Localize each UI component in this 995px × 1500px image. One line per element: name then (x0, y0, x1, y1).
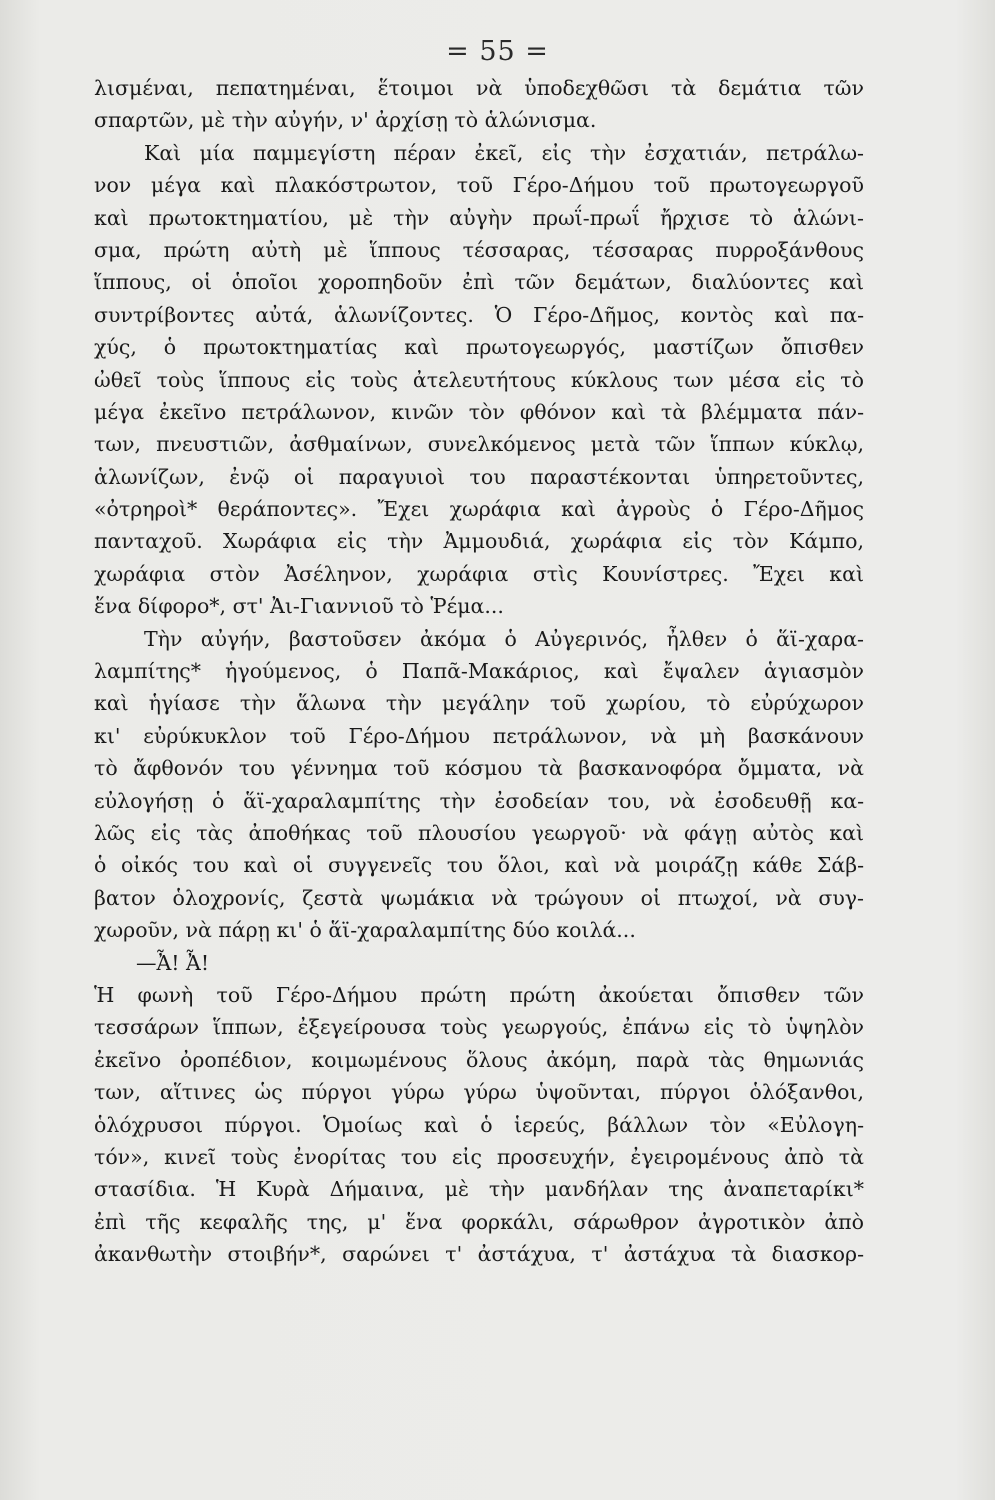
text-line: Ἡ φωνὴ τοῦ Γέρο-Δήμου πρώτη πρώτη ἀκούεται ὄπισθεν τῶν (94, 982, 864, 1007)
text-line: λῶς εἰς τὰς ἀποθήκας τοῦ πλουσίου γεωργοῦ· νὰ φάγῃ αὐτὸς καὶ (94, 820, 864, 845)
text-line: τεσσάρων ἵππων, ἐξεγείρουσα τοὺς γεωργούς, ἐπάνω εἰς τὸ ὑψηλὸν (94, 1015, 864, 1040)
text-line: πανταχοῦ. Χωράφια εἰς τὴν Ἀμμουδιά, χωράφια εἰς τὸν Κάμπο, (94, 529, 864, 554)
paragraph-start-line: Τὴν αὐγήν, βαστοῦσεν ἀκόμα ὁ Αὐγερινός, ἦλθεν ὁ ἅϊ-χαρα- (144, 626, 864, 651)
paragraph-start-line: Καὶ μία παμμεγίστη πέραν ἐκεῖ, εἰς τὴν ἐσχατιάν, πετράλω- (144, 140, 864, 165)
text-line: ὠθεῖ τοὺς ἵππους εἰς τοὺς ἀτελευτήτους κύκλους των μέσα εἰς τὸ (94, 367, 864, 392)
dialogue-line: —Ἆ! Ἆ! (136, 950, 210, 975)
text-line: χωροῦν, νὰ πάρῃ κι' ὁ ἅϊ-χαραλαμπίτης δύο κοιλά... (94, 918, 636, 943)
text-line: νον μέγα καὶ πλακόστρωτον, τοῦ Γέρο-Δήμου τοῦ πρωτογεωργοῦ (94, 173, 864, 198)
text-line: συντρίβοντες αὐτά, ἁλωνίζοντες. Ὁ Γέρο-Δῆμος, κοντὸς καὶ πα- (94, 302, 864, 327)
text-line: ἀκανθωτὴν στοιβήν*, σαρώνει τ' ἀστάχυα, τ' ἀστάχυα τὰ διασκορ- (94, 1242, 864, 1267)
text-line: σμα, πρώτη αὐτὴ μὲ ἵππους τέσσαρας, τέσσαρας πυρροξάνθους (94, 237, 864, 262)
text-line: καὶ ἡγίασε τὴν ἅλωνα τὴν μεγάλην τοῦ χωρίου, τὸ εὐρύχωρον (94, 691, 864, 716)
text-line: σπαρτῶν, μὲ τὴν αὐγήν, ν' ἀρχίσῃ τὸ ἁλώνισμα. (94, 108, 597, 133)
text-line: βατον ὁλοχρονίς, ζεστὰ ψωμάκια νὰ τρώγουν οἱ πτωχοί, νὰ συγ- (94, 885, 864, 910)
body-text (94, 72, 864, 1270)
text-line: μέγα ἐκεῖνο πετράλωνον, κινῶν τὸν φθόνον καὶ τὰ βλέμματα πάν- (94, 399, 864, 424)
text-line: ὁ οἰκός του καὶ οἱ συγγενεῖς του ὅλοι, καὶ νὰ μοιράζῃ κάθε Σάβ- (94, 853, 864, 878)
page-number: = 55 = (446, 36, 549, 67)
text-line: κι' εὐρύκυκλον τοῦ Γέρο-Δήμου πετράλωνον, νὰ μὴ βασκάνουν (94, 723, 864, 748)
text-line: χωράφια στὸν Ἀσέληνον, χωράφια στὶς Κουνίστρες. Ἔχει καὶ (94, 561, 864, 586)
text-line: ἕνα δίφορο*, στ' Ἀι-Γιαννιοῦ τὸ Ῥέμα... (94, 594, 504, 619)
text-line: εὐλογήσῃ ὁ ἅϊ-χαραλαμπίτης τὴν ἐσοδείαν του, νὰ ἐσοδευθῇ κα- (94, 788, 864, 813)
text-line: καὶ πρωτοκτηματίου, μὲ τὴν αὐγὴν πρωΐ-πρωΐ ἤρχισε τὸ ἁλώνι- (94, 205, 864, 230)
text-line: τὸ ἄφθονόν του γέννημα τοῦ κόσμου τὰ βασκανοφόρα ὄμματα, νὰ (94, 756, 864, 781)
text-line: ὁλόχρυσοι πύργοι. Ὁμοίως καὶ ὁ ἱερεύς, βάλλων τὸν «Εὐλογη- (94, 1112, 864, 1137)
text-line: λαμπίτης* ἡγούμενος, ὁ Παπᾶ-Μακάριος, καὶ ἔψαλεν ἁγιασμὸν (94, 659, 864, 684)
text-line: ἐπὶ τῆς κεφαλῆς της, μ' ἕνα φορκάλι, σάρωθρον ἀγροτικὸν ἀπὸ (94, 1209, 864, 1234)
text-line: στασίδια. Ἡ Κυρὰ Δήμαινα, μὲ τὴν μανδήλαν της ἀναπεταρίκι* (94, 1177, 864, 1202)
text-line: λισμέναι, πεπατημέναι, ἕτοιμοι νὰ ὑποδεχθῶσι τὰ δεμάτια τῶν (94, 76, 864, 100)
text-line: «ὀτρηροὶ* θεράποντες». Ἔχει χωράφια καὶ ἀγροὺς ὁ Γέρο-Δῆμος (94, 497, 864, 522)
text-line: ἵππους, οἱ ὁποῖοι χοροπηδοῦν ἐπὶ τῶν δεμάτων, διαλύοντες καὶ (94, 270, 864, 295)
text-line: των, πνευστιῶν, ἀσθμαίνων, συνελκόμενος μετὰ τῶν ἵππων κύκλῳ, (94, 432, 864, 457)
text-line: των, αἵτινες ὡς πύργοι γύρω γύρω ὑψοῦνται, πύργοι ὁλόξανθοι, (94, 1080, 864, 1105)
text-line: χύς, ὁ πρωτοκτηματίας καὶ πρωτογεωργός, μαστίζων ὄπισθεν (94, 335, 864, 360)
text-line: ἁλωνίζων, ἐνῷ οἱ παραγυιοὶ του παραστέκονται ὑπηρετοῦντες, (94, 464, 864, 489)
text-line: τόν», κινεῖ τοὺς ἐνορίτας του εἰς προσευχήν, ἐγειρομένους ἀπὸ τὰ (94, 1144, 864, 1169)
text-line: ἐκεῖνο ὀροπέδιον, κοιμωμένους ὅλους ἀκόμη, παρὰ τὰς θημωνιάς (94, 1047, 864, 1072)
